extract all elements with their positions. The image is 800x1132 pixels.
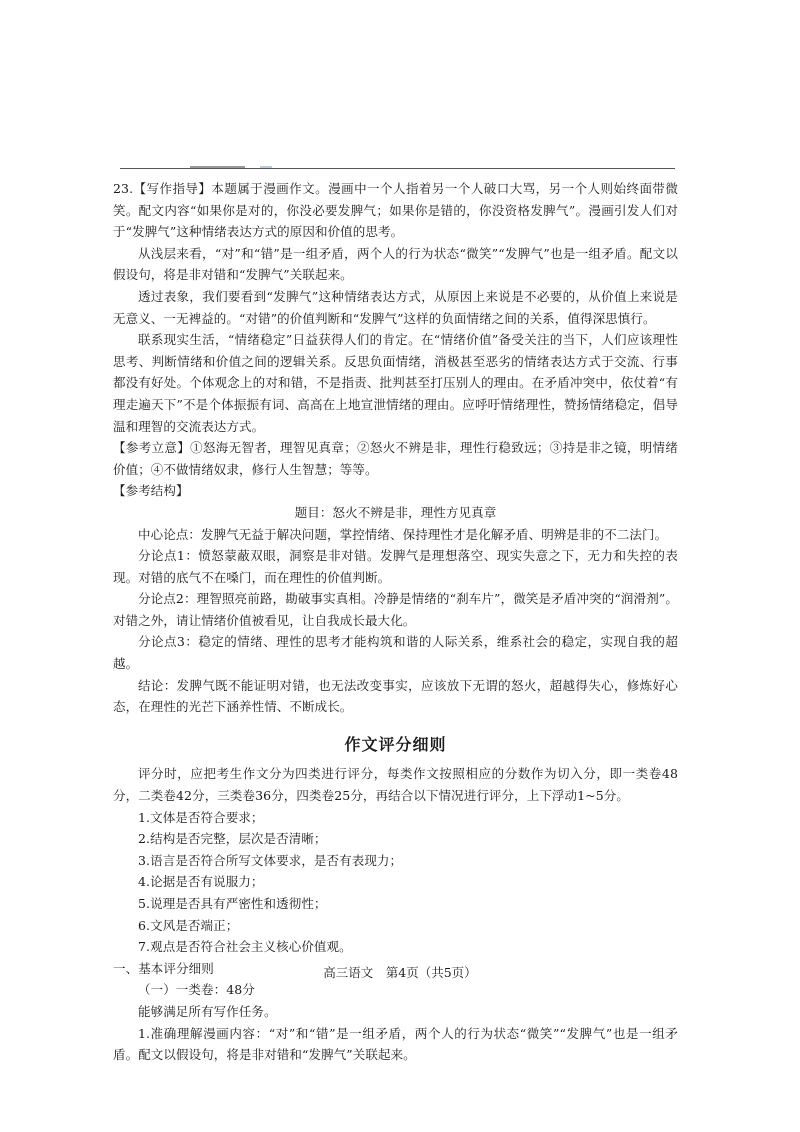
class1-description: 能够满足所有写作任务。 xyxy=(138,1003,277,1019)
conclusion: 结论：发脾气既不能证明对错，也无法改变事实，应该放下无谓的怒火，超越得失心，修炼好心态，在理性的光芒下涵养性情、不断成长。 xyxy=(113,677,678,715)
q23-surface-analysis: 从浅层来看，“对”和“错”是一组矛盾，两个人的行为状态“微笑”“发脾气”也是一组矛盾。配文以假设句，将是非对错和“发脾气”关联起来。 xyxy=(113,245,678,283)
header-rule xyxy=(120,168,675,169)
grading-criterion: 3.语言是否符合所写文体要求，是否有表现力； xyxy=(138,852,403,868)
grading-criterion: 2.结构是否完整，层次是否清晰； xyxy=(138,831,327,847)
answer-content xyxy=(113,178,678,1066)
grading-criterion: 6.文风是否端正； xyxy=(138,917,239,933)
q23-reality-link: 联系现实生活，“情绪稳定”日益获得人们的肯定。在“情绪价值”备受关注的当下，人们应该理性思考、判断情绪和价值之间的逻辑关系。反思负面情绪，消极甚至恶劣的情绪表达方式于交流、行事都没有好处。个体观念上的对和错，不是指责、批判甚至打压别人的理由。在矛盾冲突中，依仗着“有理走遍天下”不是个体振振有词、高高在上地宣泄情绪的理由。应呼吁情绪理性，赞扬情绪稳定，倡导温和理智的交流表达方式。 xyxy=(113,332,678,434)
grading-criterion: 4.论据是否有说服力； xyxy=(138,874,264,890)
header-rule-mark xyxy=(260,166,272,168)
page-footer: 高三语文 第4页（共5页） xyxy=(323,965,477,980)
q23-deep-analysis: 透过表象，我们要看到“发脾气”这种情绪表达方式，从原因上来说是不必要的，从价值上来说是无意义、一无裨益的。“对错”的价值判断和“发脾气”这样的负面情绪之间的关系，值得深思慎行。 xyxy=(113,288,678,326)
essay-title: 题目：怒火不辨是非，理性方见真章 xyxy=(294,504,497,520)
q23-reference-structure-label: 【参考结构】 xyxy=(113,483,189,499)
grading-criterion: 5.说理是否具有严密性和透彻性； xyxy=(138,896,327,911)
basic-criteria-heading: 一、基本评分细则 xyxy=(113,960,214,976)
grading-intro: 评分时，应把考生作文分为四类进行评分，每类作文按照相应的分数作为切入分，即一类卷48分，二类卷42分，三类卷36分，四类卷25分，再结合以下情况进行评分，上下浮动1~5分。 xyxy=(113,766,678,804)
central-argument: 中心论点：发脾气无益于解决问题，掌控情绪、保持理性才是化解矛盾、明辨是非的不二法门。 xyxy=(138,526,668,542)
grading-section-title: 作文评分细则 xyxy=(344,734,447,754)
grading-criterion: 7.观点是否符合社会主义核心价值观。 xyxy=(138,939,352,955)
sub-argument-3: 分论点3：稳定的情绪、理性的思考才能构筑和谐的人际关系，维系社会的稳定，实现自我的超越。 xyxy=(113,634,678,672)
q23-reference-themes: 【参考立意】①怒海无智者，理智见真章；②怒火不辨是非，理性行稳致远；③持是非之镜，明情绪价值；④不做情绪奴隶，修行人生智慧；等等。 xyxy=(113,440,678,477)
q23-guidance: 23.【写作指导】本题属于漫画作文。漫画中一个人指着另一个人破口大骂，另一个人则始终面带微笑。配文内容“如果你是对的，你没必要发脾气；如果你是错的，你没资格发脾气”。漫画引发人们对于“发脾气”这种情绪表达方式的原因和价值的思考。 xyxy=(113,181,678,240)
class1-heading: （一）一类卷：48分 xyxy=(138,982,255,998)
header-rule-mark xyxy=(190,166,245,168)
class1-item-1: 1.准确理解漫画内容：“对”和“错”是一组矛盾，两个人的行为状态“微笑”“发脾气”也是一组矛盾。配文以假设句，将是非对错和“发脾气”关联起来。 xyxy=(113,1025,678,1063)
grading-criterion: 1.文体是否符合要求； xyxy=(138,809,264,825)
sub-argument-2: 分论点2：理智照亮前路，勘破事实真相。冷静是情绪的“刹车片”，微笑是矛盾冲突的“润滑剂”。对错之外，请让情绪价值被看见，让自我成长最大化。 xyxy=(113,591,678,628)
sub-argument-1: 分论点1：愤怒蒙蔽双眼，洞察是非对错。发脾气是理想落空、现实失意之下，无力和失控的表现。对错的底气不在嗓门，而在理性的价值判断。 xyxy=(113,548,678,585)
